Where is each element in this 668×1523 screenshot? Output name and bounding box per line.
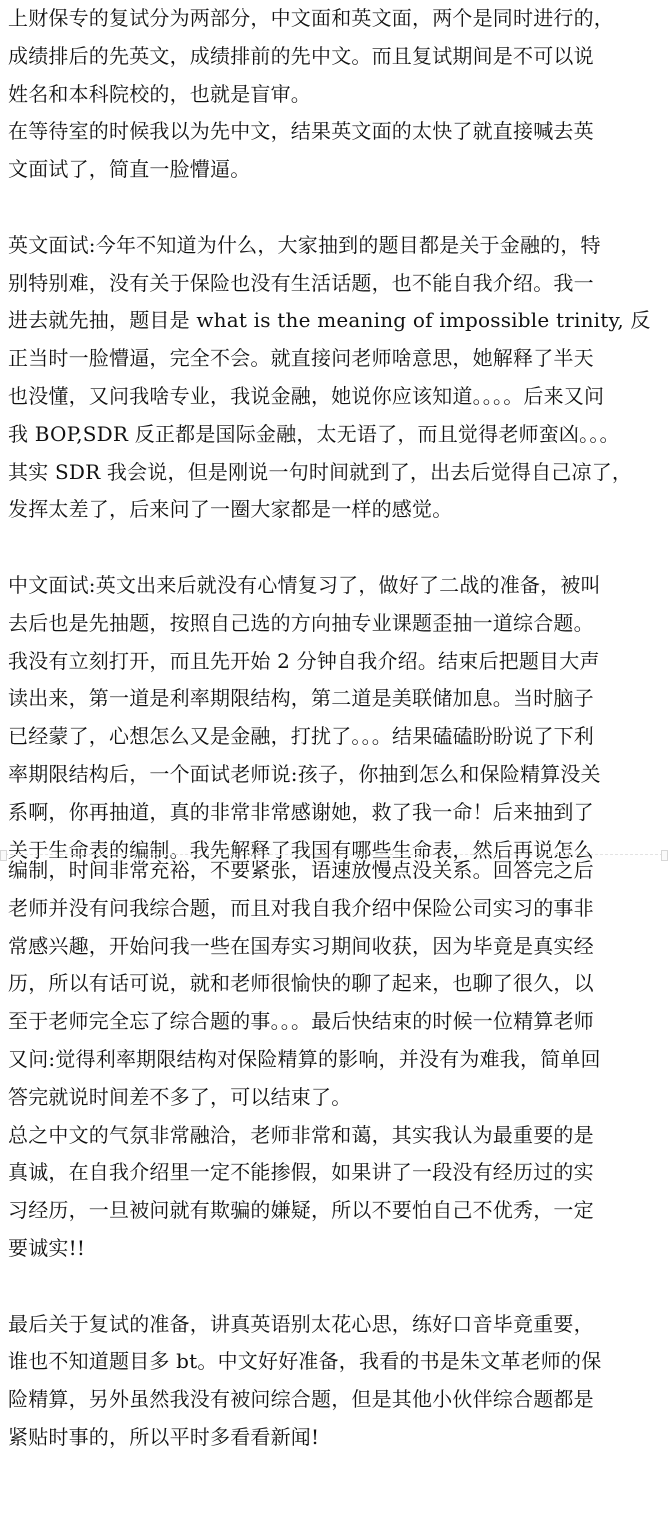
text-line: 已经蒙了，心想怎么又是金融，打扰了。。。结果磕磕盼盼说了下利 bbox=[8, 724, 594, 749]
text-line: 进去就先抽，题目是 what is the meaning of impossible trinity, 反 bbox=[8, 308, 651, 333]
text-line: 我没有立刻打开，而且先开始 2 分钟自我介绍。结束后把题目大声 bbox=[8, 648, 600, 673]
text-line: 文面试了，简直一脸懵逼。 bbox=[8, 157, 251, 182]
text-line: 编制，时间非常充裕，不要紧张，语速放慢点没关系。回答完之后 bbox=[8, 858, 594, 882]
text-line: 正当时一脸懵逼，完全不会。就直接问老师啥意思，她解释了半天 bbox=[8, 346, 594, 371]
page-break-left-marker bbox=[0, 850, 7, 861]
text-line: 历，所以有话可说，就和老师很愉快的聊了起来，也聊了很久，以 bbox=[8, 971, 594, 996]
text-line: 英文面试:今年不知道为什么，大家抽到的题目都是关于金融的，特 bbox=[8, 232, 601, 257]
blank-line bbox=[8, 529, 658, 567]
text-line: 老师并没有问我综合题，而且对我自我介绍中保险公司实习的事非 bbox=[8, 895, 594, 920]
document-segment-bottom bbox=[8, 852, 658, 1457]
text-line: 发挥太差了，后来问了一圈大家都是一样的感觉。 bbox=[8, 497, 453, 522]
text-line: 也没懂，又问我啥专业，我说金融，她说你应该知道。。。。后来又问 bbox=[8, 383, 605, 408]
text-line: 险精算，另外虽然我没有被问综合题，但是其他小伙伴综合题都是 bbox=[8, 1387, 594, 1412]
text-line: 其实 SDR 我会说，但是刚说一句时间就到了，出去后觉得自己凉了， bbox=[8, 459, 633, 484]
text-line: 姓名和本科院校的，也就是盲审。 bbox=[8, 81, 311, 106]
text-line: 习经历，一旦被问就有欺骗的嫌疑，所以不要怕自己不优秀，一定 bbox=[8, 1198, 594, 1223]
text-line: 又问:觉得利率期限结构对保险精算的影响，并没有为难我，简单回 bbox=[8, 1046, 601, 1071]
page-break-right-marker bbox=[661, 850, 668, 861]
text-line: 成绩排后的先英文，成绩排前的先中文。而且复试期间是不可以说 bbox=[8, 43, 594, 68]
text-line: 去后也是先抽题，按照自己选的方向抽专业课题歪抽一道综合题。 bbox=[8, 610, 594, 635]
text-line: 总之中文的气氛非常融洽，老师非常和蔼，其实我认为最重要的是 bbox=[8, 1122, 594, 1147]
blank-line bbox=[8, 189, 658, 227]
text-line: 读出来，第一道是利率期限结构，第二道是美联储加息。当时脑子 bbox=[8, 686, 594, 711]
text-line: 在等待室的时候我以为先中文，结果英文面的太快了就直接喊去英 bbox=[8, 119, 594, 144]
text-line: 常感兴趣，开始问我一些在国寿实习期间收获，因为毕竟是真实经 bbox=[8, 933, 594, 958]
text-line: 真诚，在自我介绍里一定不能掺假，如果讲了一段没有经历过的实 bbox=[8, 1160, 594, 1185]
text-line: 紧贴时事的，所以平时多看看新闻! bbox=[8, 1424, 320, 1449]
text-line: 上财保专的复试分为两部分，中文面和英文面，两个是同时进行的， bbox=[8, 6, 614, 30]
text-line: 系啊，你再抽道，真的非常非常感谢她，救了我一命！后来抽到了 bbox=[8, 799, 594, 824]
text-line: 别特别难，没有关于保险也没有生活话题，也不能自我介绍。我一 bbox=[8, 270, 594, 295]
text-line: 要诚实!! bbox=[8, 1235, 86, 1260]
text-line: 率期限结构后，一个面试老师说:孩子，你抽到怎么和保险精算没关 bbox=[8, 761, 601, 786]
text-line: 至于老师完全忘了综合题的事。。。最后快结束的时候一位精算老师 bbox=[8, 1009, 594, 1034]
text-line: 谁也不知道题目多 bt。中文好好准备，我看的书是朱文革老师的保 bbox=[8, 1349, 602, 1374]
text-line: 中文面试:英文出来后就没有心情复习了，做好了二战的准备，被叫 bbox=[8, 572, 601, 597]
text-line: 答完就说时间差不多了，可以结束了。 bbox=[8, 1084, 352, 1109]
document-segment-top bbox=[8, 0, 658, 869]
text-line: 我 BOP,SDR 反正都是国际金融，太无语了，而且觉得老师蛮凶。。。 bbox=[8, 421, 620, 446]
blank-line bbox=[8, 1268, 658, 1306]
text-line: 关于生命表的编制。我先解释了我国有哪些生命表，然后再说怎么 bbox=[8, 837, 594, 862]
text-line: 最后关于复试的准备，讲真英语别太花心思，练好口音毕竟重要， bbox=[8, 1311, 594, 1336]
